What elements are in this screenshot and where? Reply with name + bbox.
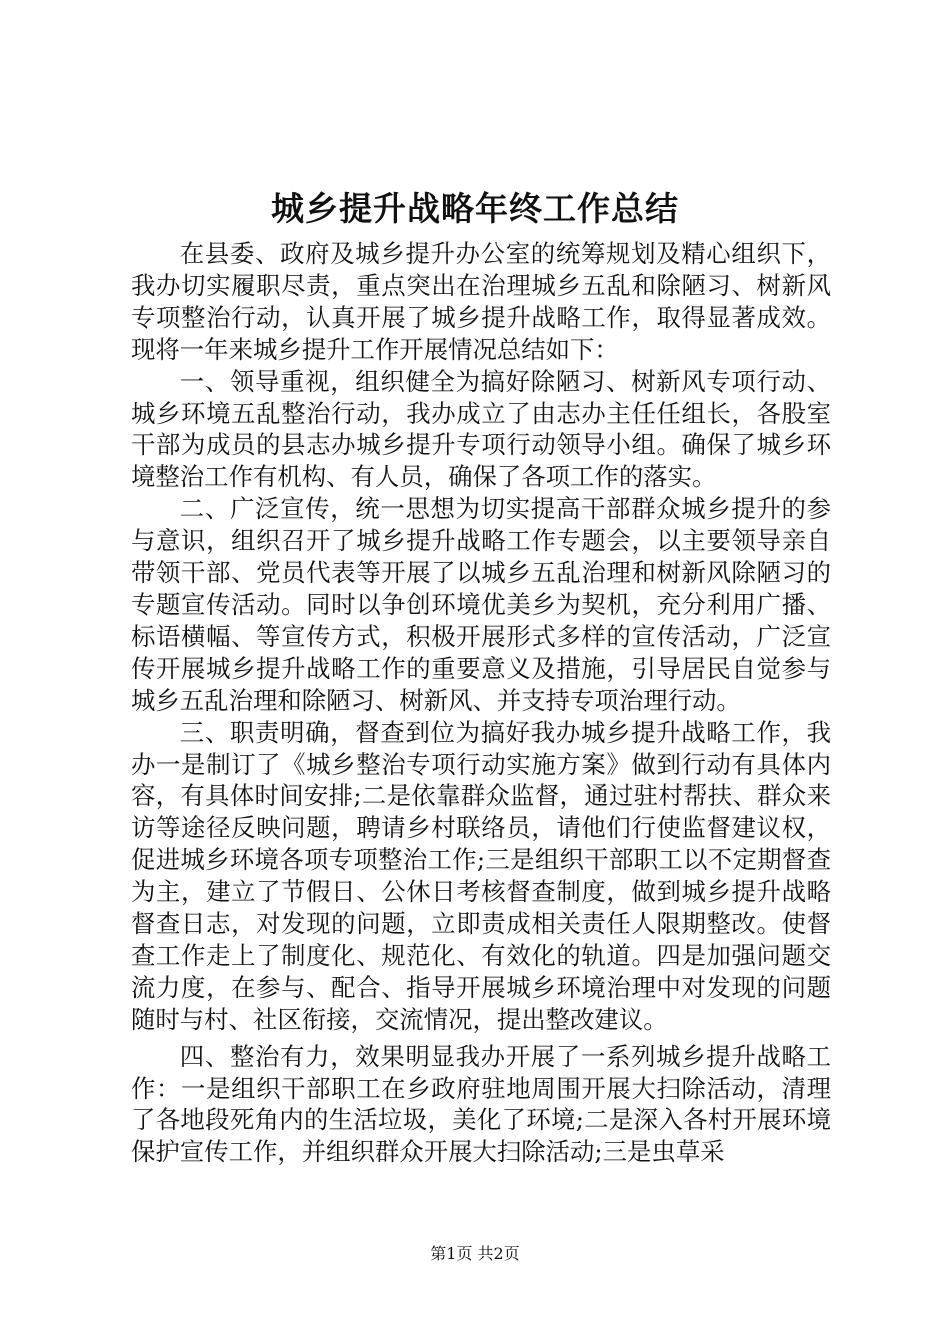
document-body — [131, 238, 831, 1168]
paragraph-section-3: 三、职责明确，督查到位为搞好我办城乡提升战略工作，我办一是制订了《城乡整治专项行动实施方案》做到行动有具体内容，有具体时间安排;二是依靠群众监督，通过驻村帮扶、群众来访等途径反映问题，聘请乡村联络员，请他们行使监督建议权，促进城乡环境各项专项整治工作;三是组织干部职工以不定期督查为主，建立了节假日、公休日考核督查制度，做到城乡提升战略督查日志，对发现的问题，立即责成相关责任人限期整改。使督查工作走上了制度化、规范化、有效化的轨道。四是加强问题交流力度，在参与、配合、指导开展城乡环境治理中对发现的问题随时与村、社区衔接，交流情况，提出整改建议。 — [131, 717, 831, 1034]
paragraph-section-1: 一、领导重视，组织健全为搞好除陋习、树新风专项行动、城乡环境五乱整治行动，我办成立了由志办主任任组长，各股室干部为成员的县志办城乡提升专项行动领导小组。确保了城乡环境整治工作有机构、有人员，确保了各项工作的落实。 — [131, 366, 831, 492]
paragraph-section-2: 二、广泛宣传，统一思想为切实提高干部群众城乡提升的参与意识，组织召开了城乡提升战略工作专题会，以主要领导亲自带领干部、党员代表等开展了以城乡五乱治理和树新风除陋习的专题宣传活动。同时以争创环境优美乡为契机，充分利用广播、标语横幅、等宣传方式，积极开展形式多样的宣传活动，广泛宣传开展城乡提升战略工作的重要意义及措施，引导居民自觉参与城乡五乱治理和除陋习、树新风、并支持专项治理行动。 — [131, 494, 831, 715]
paragraph-section-4: 四、整治有力，效果明显我办开展了一系列城乡提升战略工作：一是组织干部职工在乡政府驻地周围开展大扫除活动，清理了各地段死角内的生活垃圾，美化了环境;二是深入各村开展环境保护宣传工作，并组织群众开展大扫除活动;三是虫草采 — [131, 1041, 831, 1167]
document-title: 城乡提升战略年终工作总结 — [271, 189, 679, 228]
page-footer: 第1页 共2页 — [430, 1244, 520, 1263]
paragraph-intro: 在县委、政府及城乡提升办公室的统筹规划及精心组织下，我办切实履职尽责，重点突出在治理城乡五乱和除陋习、树新风专项整治行动，认真开展了城乡提升战略工作，取得显著成效。现将一年来城乡提升工作开展情况总结如下： — [131, 239, 831, 364]
